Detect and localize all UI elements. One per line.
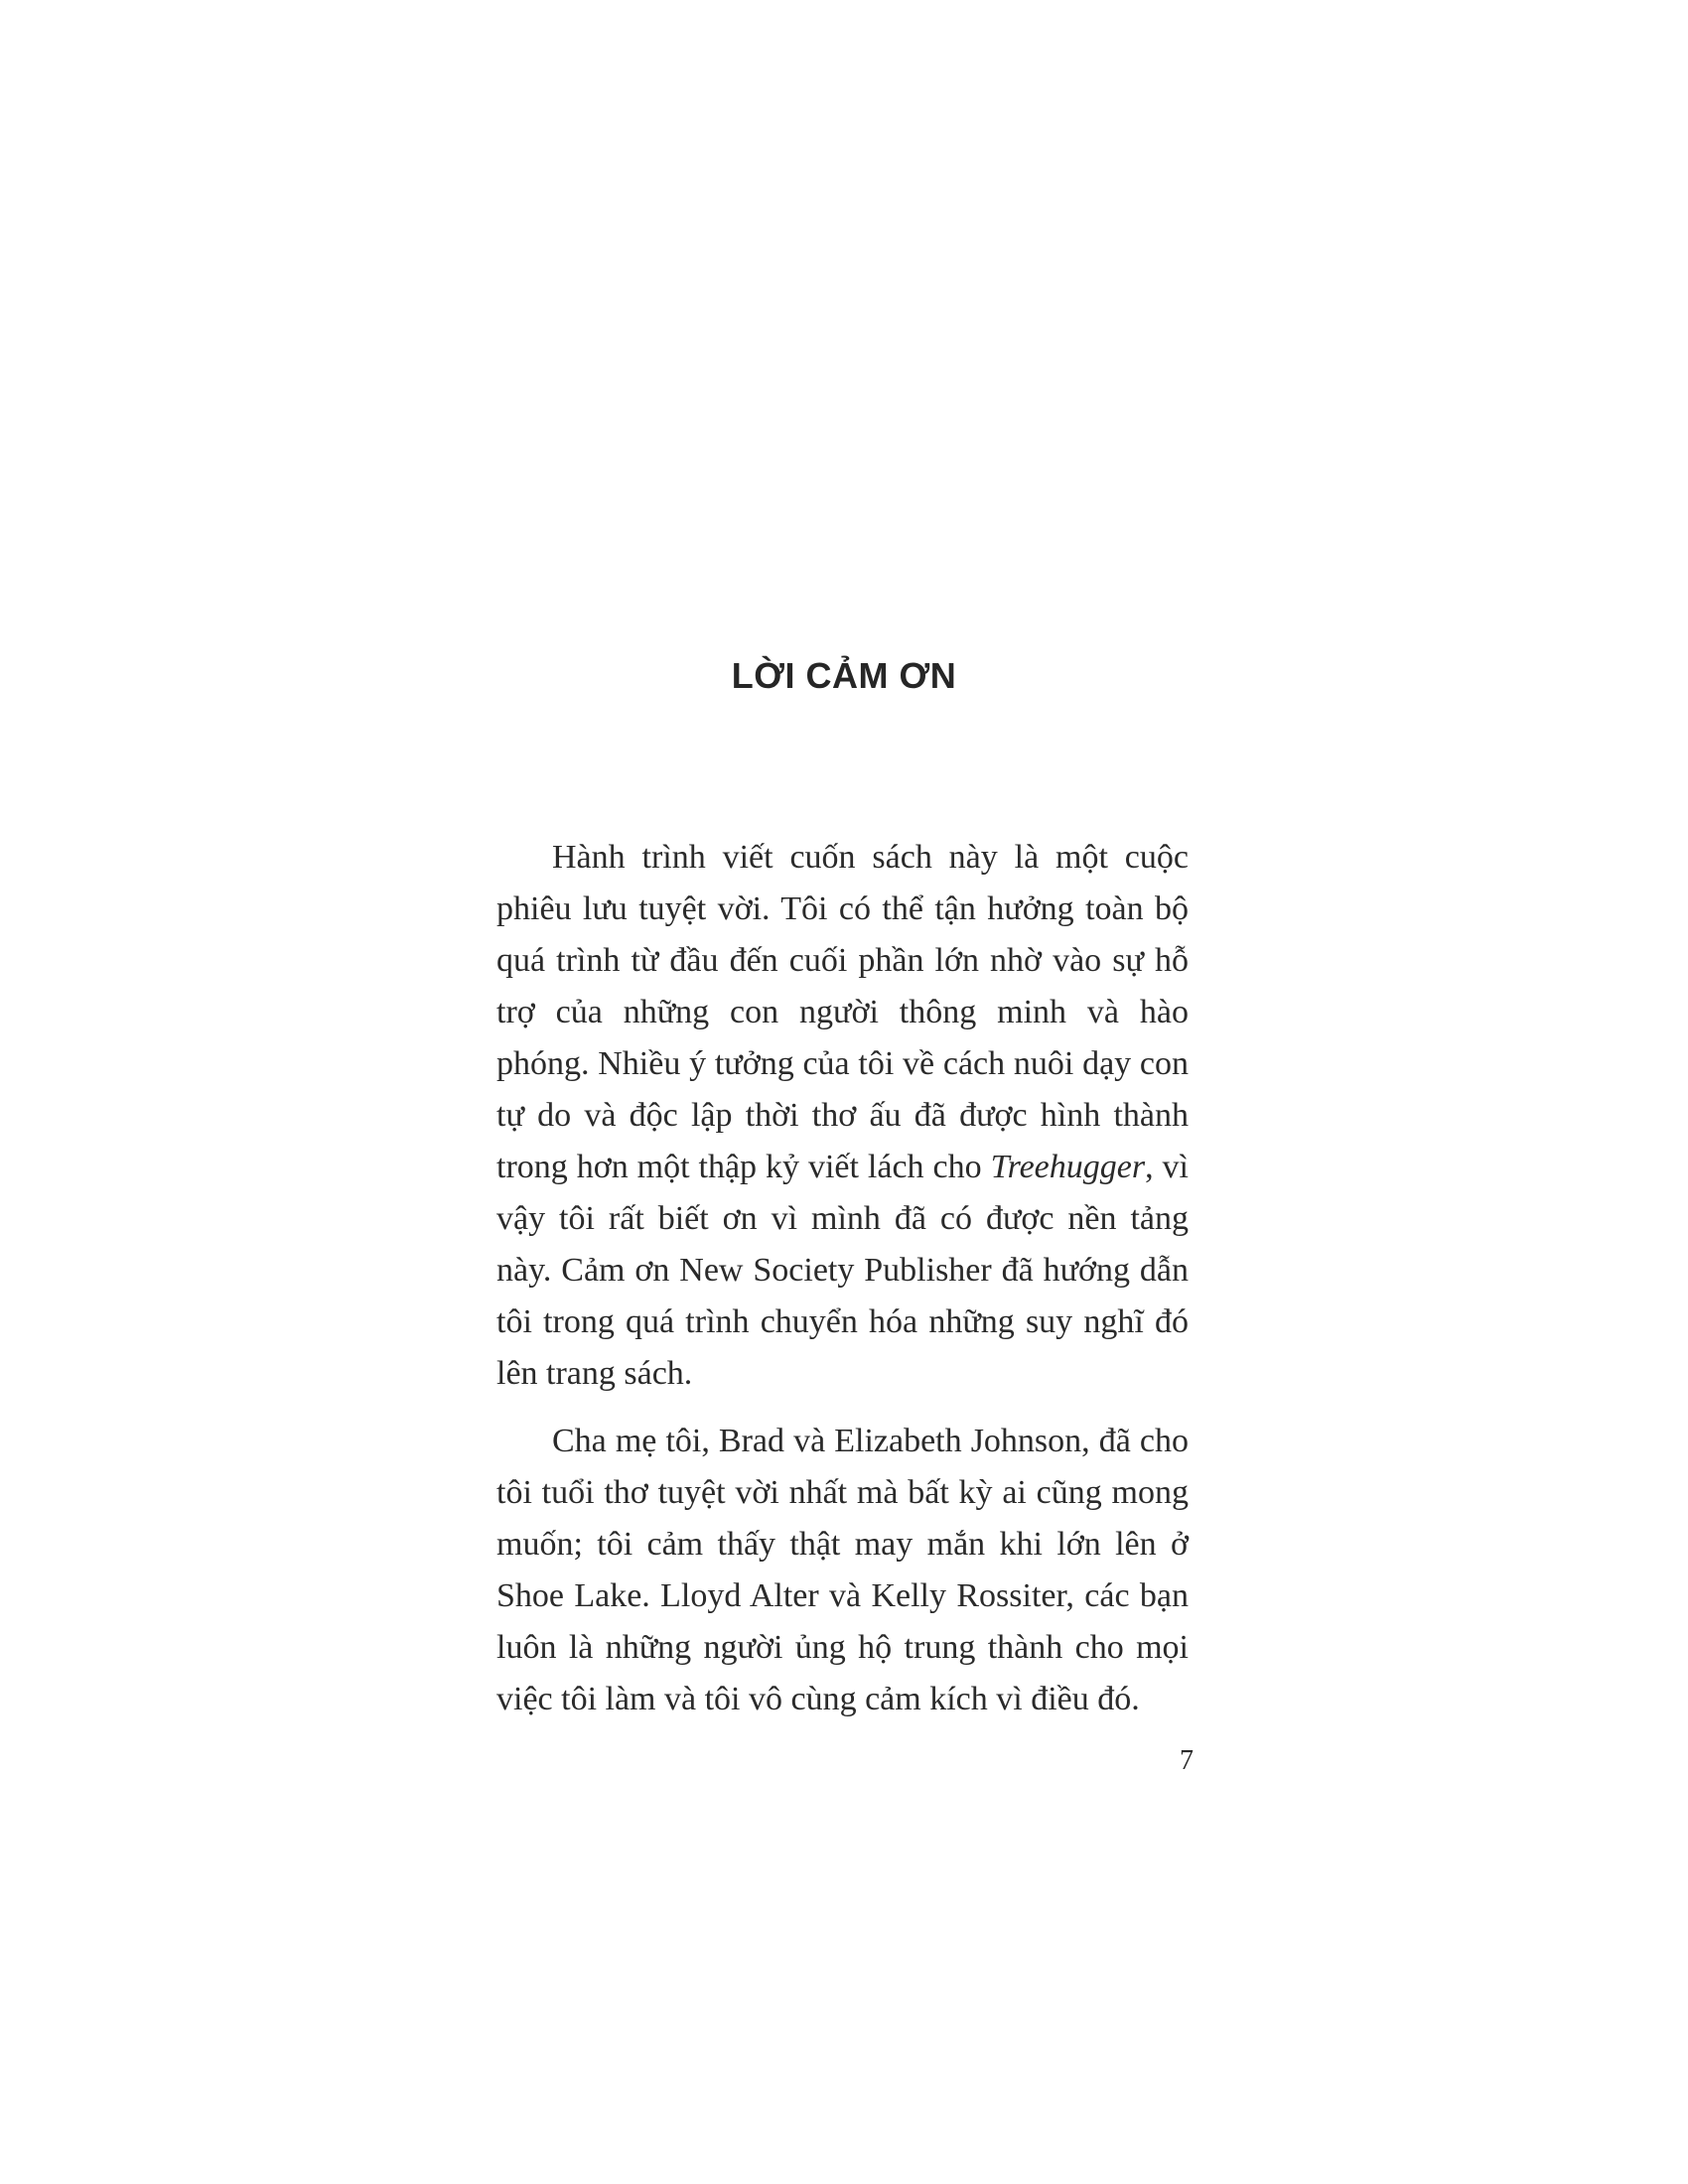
publication-name: Treehugger [990, 1149, 1146, 1185]
paragraph-1-part-2: , vì vậy tôi rất biết ơn vì mình đã có được nền tảng này. Cảm ơn New Society Publisher đã hướng dẫn tôi trong quá trình chuyển hóa những suy nghĩ đó lên trang sách. [496, 1149, 1189, 1392]
page-title: LỜI CẢM ƠN [731, 655, 957, 696]
paragraph-2: Cha mẹ tôi, Brad và Elizabeth Johnson, đã cho tôi tuổi thơ tuyệt vời nhất mà bất kỳ ai cũng mong muốn; tôi cảm thấy thật may mắn khi lớn lên ở Shoe Lake. Lloyd Alter và Kelly Rossiter, các bạn luôn là những người ủng hộ trung thành cho mọi việc tôi làm và tôi vô cùng cảm kích vì điều đó. [496, 1423, 1189, 1717]
acknowledgements-body [496, 832, 1189, 1741]
paragraph-1 [496, 832, 1189, 1400]
page-number: 7 [1180, 1745, 1194, 1776]
paragraph-1-part-1: Hành trình viết cuốn sách này là một cuộc phiêu lưu tuyệt vời. Tôi có thể tận hưởng toàn bộ quá trình từ đầu đến cuối phần lớn nhờ vào sự hỗ trợ của những con người thông minh và hào phóng. Nhiều ý tưởng của tôi về cách nuôi dạy con tự do và độc lập thời thơ ấu đã được hình thành trong hơn một thập kỷ viết lách cho [496, 839, 1189, 1185]
